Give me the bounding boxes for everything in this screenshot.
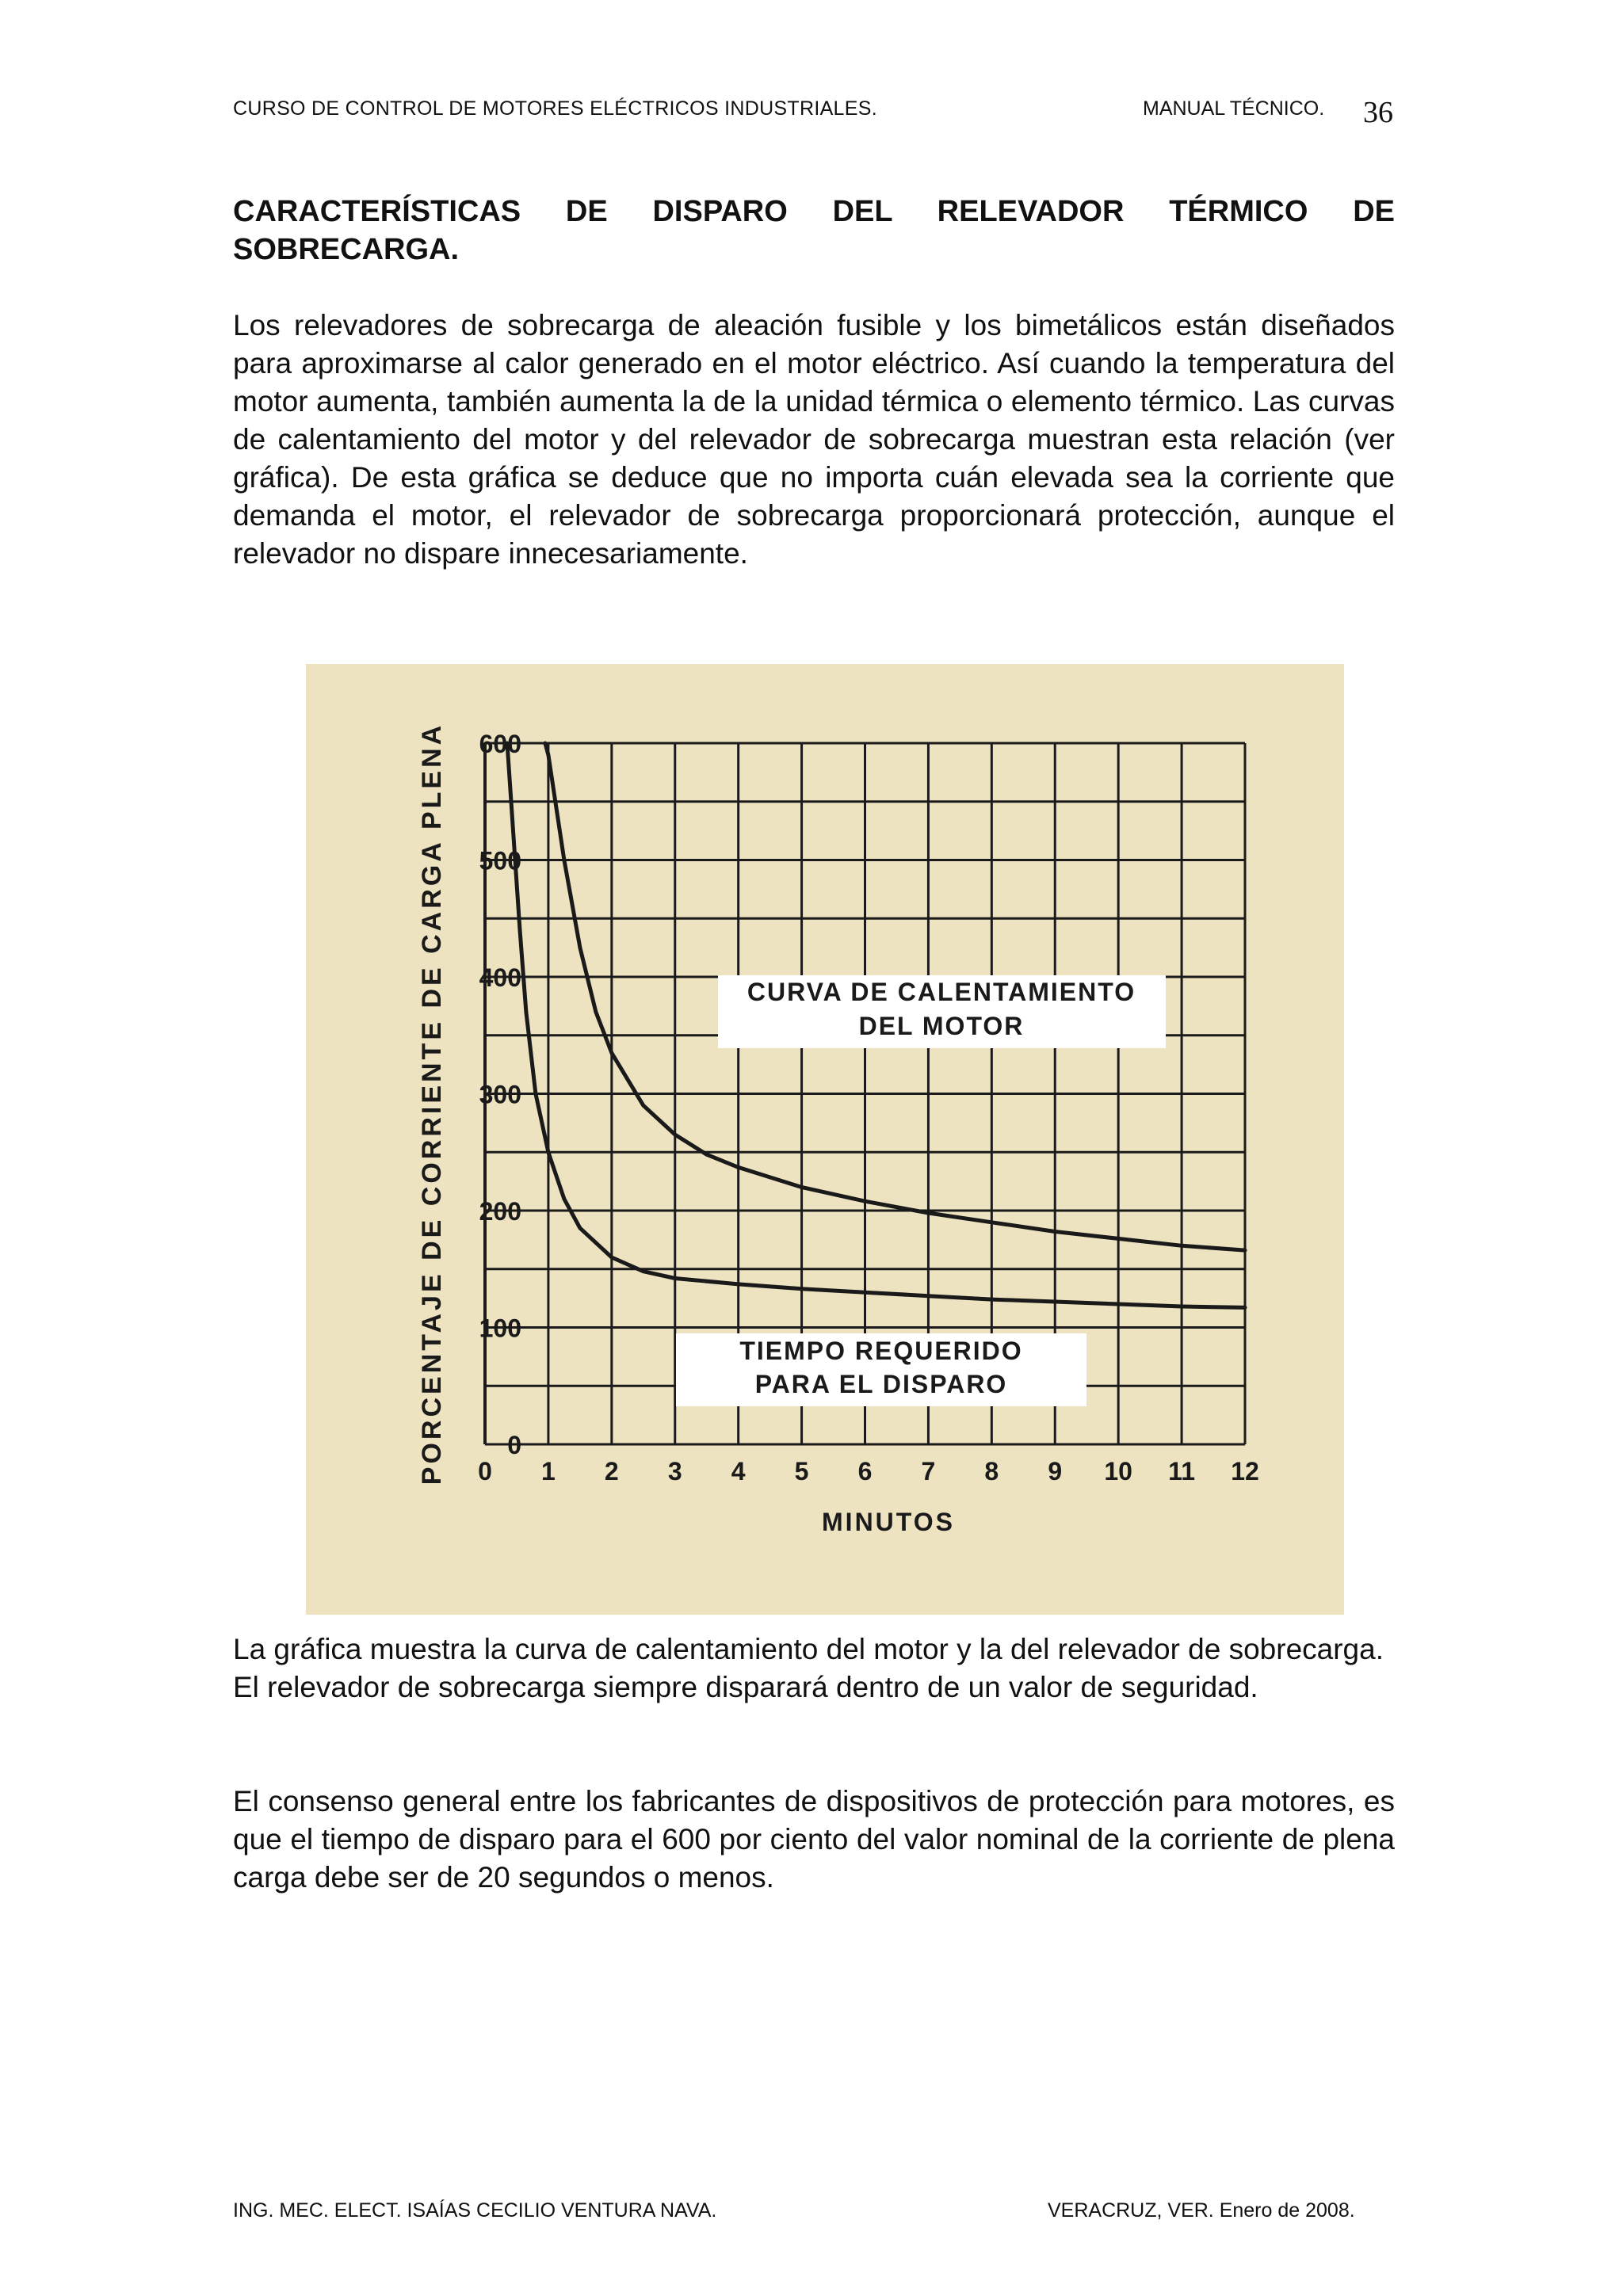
header-manual-label: MANUAL TÉCNICO. [1143,97,1325,120]
y-tick-label: 600 [479,730,521,758]
x-tick-label: 2 [604,1457,619,1486]
x-tick-label: 6 [857,1457,873,1486]
x-tick-label: 9 [1048,1457,1063,1486]
x-tick-label: 8 [984,1457,999,1486]
svg-text:PARA EL DISPARO: PARA EL DISPARO [754,1370,1008,1398]
x-tick-label: 7 [921,1457,936,1486]
x-tick-label: 3 [667,1457,682,1486]
chart-caption [233,1630,1395,1707]
y-tick-label: 500 [479,846,521,875]
footer-place-date: VERACRUZ, VER. Enero de 2008. [1048,2199,1355,2222]
x-tick-label: 12 [1231,1457,1259,1486]
series-label-trip [676,1333,1086,1406]
y-axis-label: PORCENTAJE DE CORRIENTE DE CARGA PLENA [417,722,447,1486]
y-tick-label: 0 [507,1431,521,1459]
chart-svg [306,664,1344,1615]
x-tick-label: 1 [541,1457,556,1486]
x-tick-label: 11 [1168,1457,1195,1486]
page-number: 36 [1363,96,1393,129]
consensus-paragraph: El consenso general entre los fabricantes de dispositivos de protección para motores, es que el tiempo de disparo para el 600 por ciento del valor nominal de la corriente de plena carga debe ser de 20 segundos o menos. [233,1785,1395,1894]
svg-text:TIEMPO REQUERIDO: TIEMPO REQUERIDO [739,1337,1023,1365]
x-axis-label: MINUTOS [822,1508,955,1536]
x-tick-label: 4 [731,1457,746,1486]
y-tick-label: 300 [479,1080,521,1109]
x-tick-label: 0 [478,1457,492,1486]
y-tick-label: 200 [479,1197,521,1226]
svg-text:DEL MOTOR: DEL MOTOR [858,1012,1025,1040]
header-course-title: CURSO DE CONTROL DE MOTORES ELÉCTRICOS INDUSTRIALES. [233,97,877,120]
caption-line-2: El relevador de sobrecarga siempre disparará dentro de un valor de seguridad. [233,1671,1258,1703]
footer-author: ING. MEC. ELECT. ISAÍAS CECILIO VENTURA NAVA. [233,2199,717,2222]
intro-paragraph: Los relevadores de sobrecarga de aleación fusible y los bimetálicos están diseñados para aproximarse al calor generado en el motor eléctrico. Así cuando la temperatura del motor aumenta, también aumenta la de la unidad térmica o elemento térmico. Las curvas de calentamiento del motor y del relevador de sobrecarga muestran esta relación (ver gráfica). De esta gráfica se deduce que no importa cuán elevada sea la corriente que demanda el motor, el relevador de sobrecarga proporcionará protección, aunque el relevador no dispare innecesariamente. [233,309,1395,570]
x-tick-label: 10 [1104,1457,1132,1486]
series-label-heating [718,975,1166,1048]
y-tick-label: 100 [479,1314,521,1343]
trip-characteristics-chart [306,664,1344,1615]
svg-text:CURVA DE CALENTAMIENTO: CURVA DE CALENTAMIENTO [747,978,1136,1006]
y-tick-label: 400 [479,963,521,992]
x-tick-label: 5 [794,1457,809,1486]
section-title: CARACTERÍSTICAS DE DISPARO DEL RELEVADOR TÉRMICO DE SOBRECARGA. [233,195,1395,266]
caption-line-1: La gráfica muestra la curva de calentamiento del motor y la del relevador de sobrecarga. [233,1633,1384,1665]
